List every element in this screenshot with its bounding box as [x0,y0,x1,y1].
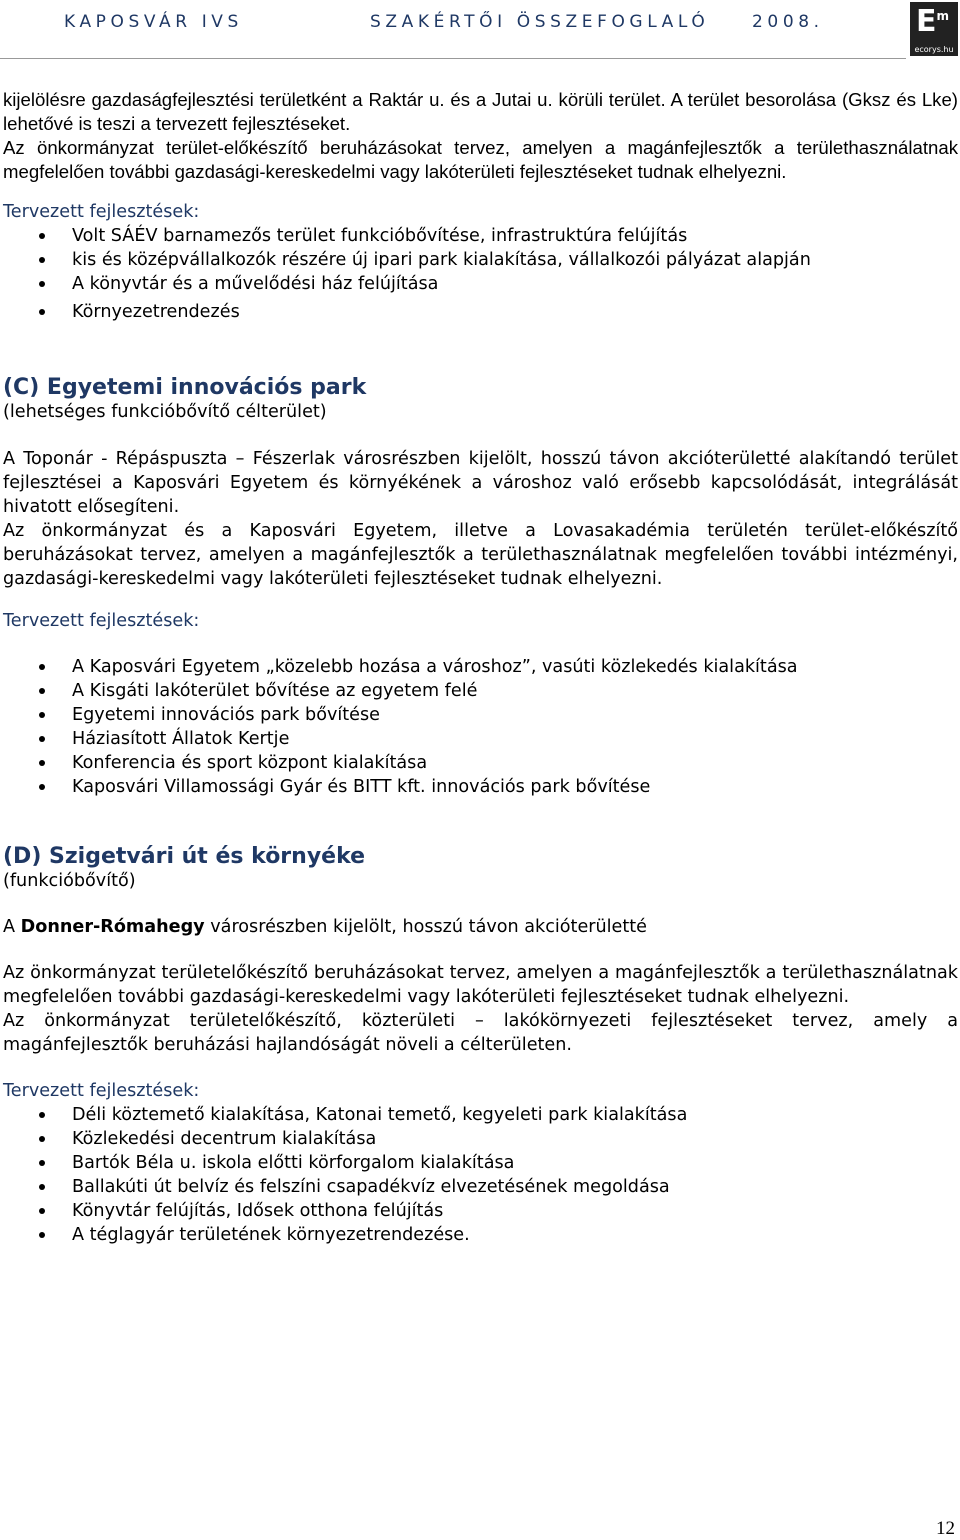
header-city: KAPOSVÁR IVS [64,12,243,32]
list-item: Közlekedési decentrum kialakítása [3,1127,958,1151]
list-item: Környezetrendezés [3,300,958,324]
section-d-list [3,1103,958,1247]
section-c-paragraph-2: Az önkormányzat és a Kaposvári Egyetem, illetve a Lovasakadémia területén terület-előkészítő beruházásokat tervez, amelyen a magánfejlesztők a területhasználatnak megfelelően további intézményi, gazdasági-kereskedelmi vagy lakóterületi fejlesztéseket tudnak elhelyezni. [3,521,958,589]
document-body [3,88,958,1247]
section-d-paragraph-2: Az önkormányzat területelőkészítő beruházásokat tervez, amelyen a magánfejlesztők a területhasználatnak megfelelően további gazdasági-kereskedelmi vagy lakóterületi fejlesztéseket tudnak elhelyezni. [3,963,958,1007]
section-c-heading: (C) Egyetemi innovációs park [3,375,367,400]
section-b-list [3,224,958,324]
section-c-subheading: (lehetséges funkcióbővítő célterület) [3,402,327,422]
intro-paragraph-1: kijelölésre gazdaságfejlesztési területként a Raktár u. és a Jutai u. körüli terület. A terület besorolása (Gksz és Lke) lehetővé is teszi a tervezett fejlesztéseket. [3,89,958,134]
logo-mark-icon: $E^m$ [916,4,950,39]
header-divider [0,58,906,59]
header-year: 2008. [752,12,824,32]
list-item: A könyvtár és a művelődési ház felújítása [3,272,958,296]
list-item: kis és középvállalkozók részére új ipari park kialakítása, vállalkozói pályázat alapján [3,248,958,272]
list-item: A téglagyár területének környezetrendezése. [3,1223,958,1247]
page-header [0,0,960,58]
page-number: 12 [936,1518,955,1539]
list-item: A Kaposvári Egyetem „közelebb hozása a városhoz”, vasúti közlekedés kialakítása [3,655,958,679]
section-c-label: Tervezett fejlesztések: [3,611,200,631]
section-d-subheading: (funkcióbővítő) [3,871,136,891]
list-item: Bartók Béla u. iskola előtti körforgalom kialakítása [3,1151,958,1175]
section-d-paragraph-1: A Donner-Rómahegy városrészben kijelölt, hosszú távon akcióterületté [3,917,647,937]
ecorys-logo [910,2,958,56]
header-title: SZAKÉRTŐI ÖSSZEFOGLALÓ [370,12,710,32]
section-c-list [3,655,958,799]
list-item: Háziasított Állatok Kertje [3,727,958,751]
section-d-heading: (D) Szigetvári út és környéke [3,844,366,869]
section-d-label: Tervezett fejlesztések: [3,1081,200,1101]
section-c-paragraph-1: A Toponár - Répáspuszta – Fészerlak városrészben kijelölt, hosszú távon akcióterületté alakítandó terület fejlesztései a Kaposvári Egyetem és környékének a városhoz való erősebb kapcsolódását, integrálását hivatott elősegíteni. [3,449,958,517]
list-item: Kaposvári Villamossági Gyár és BITT kft. innovációs park bővítése [3,775,958,799]
list-item: A Kisgáti lakóterület bővítése az egyetem felé [3,679,958,703]
list-item: Volt SÁÉV barnamezős terület funkcióbővítése, infrastruktúra felújítás [3,224,958,248]
section-d-paragraph-3: Az önkormányzat területelőkészítő, közterületi – lakókörnyezeti fejlesztéseket tervez, amely a magánfejlesztők beruházási hajlandóságát növeli a célterületen. [3,1011,958,1055]
list-item: Könyvtár felújítás, Idősek otthona felújítás [3,1199,958,1223]
intro-paragraph-2: Az önkormányzat terület-előkészítő beruházásokat tervez, amelyen a magánfejlesztők a területhasználatnak megfelelően további gazdasági-kereskedelmi vagy lakóterületi fejlesztéseket tudnak elhelyezni. [3,137,958,182]
section-b-label: Tervezett fejlesztések: [3,202,200,222]
list-item: Déli köztemető kialakítása, Katonai temető, kegyeleti park kialakítása [3,1103,958,1127]
list-item: Egyetemi innovációs park bővítése [3,703,958,727]
logo-text: ecorys.hu [914,45,954,54]
list-item: Konferencia és sport központ kialakítása [3,751,958,775]
list-item: Ballakúti út belvíz és felszíni csapadékvíz elvezetésének megoldása [3,1175,958,1199]
